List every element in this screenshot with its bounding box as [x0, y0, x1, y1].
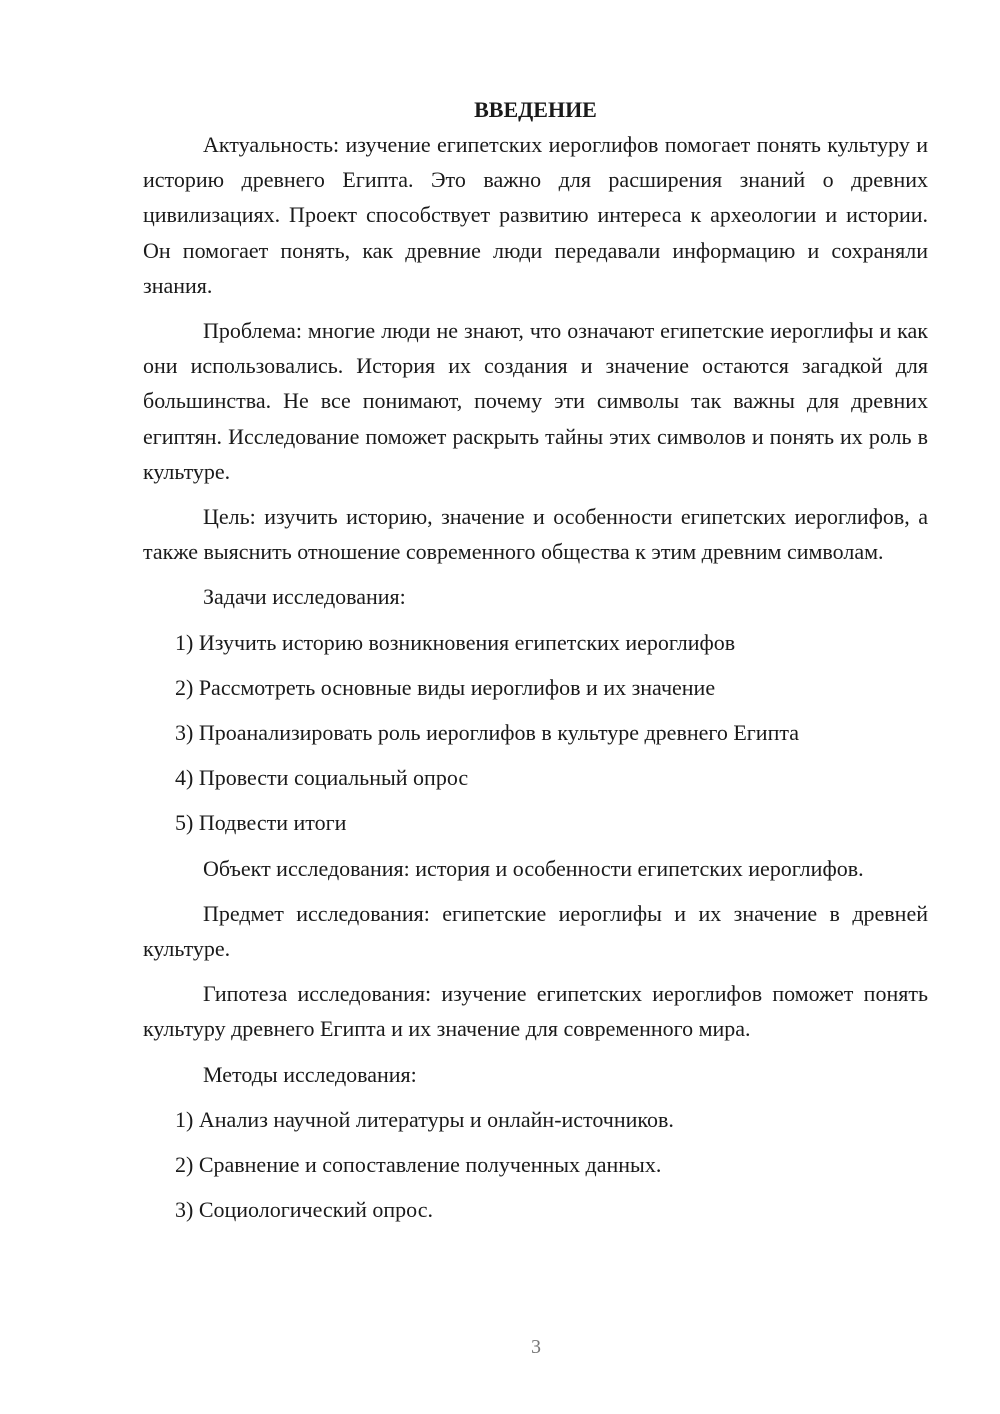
- list-item: 2) Рассмотреть основные виды иероглифов и их значение: [175, 674, 716, 700]
- subject-paragraph: Предмет исследования: египетские иероглифы и их значение в древней культуре.: [143, 900, 928, 962]
- problem-paragraph: Проблема: многие люди не знают, что означают египетские иероглифы и как они использовались. История их создания и значение остаются загадкой для большинства. Не все понимают, почему эти символы так важны для древних египтян. Исследование поможет раскрыть тайны этих символов и понять их роль в культуре.: [143, 318, 928, 484]
- list-item: 5) Подвести итоги: [175, 810, 347, 836]
- methods-heading: Методы исследования:: [203, 1061, 417, 1087]
- page-number: 3: [531, 1336, 541, 1358]
- tasks-list: [143, 625, 928, 841]
- list-item: 2) Сравнение и сопоставление полученных данных.: [175, 1152, 662, 1178]
- relevance-paragraph: Актуальность: изучение египетских иероглифов помогает понять культуру и историю древнего Египта. Это важно для расширения знаний о древних цивилизациях. Проект способствует развитию интереса к археологии и истории. Он помогает понять, как древние люди передавали информацию и сохраняли знания.: [143, 132, 928, 298]
- methods-list: [143, 1102, 928, 1228]
- tasks-heading: Задачи исследования:: [203, 584, 406, 610]
- list-item: 4) Провести социальный опрос: [175, 765, 469, 791]
- list-item: 3) Социологический опрос.: [175, 1197, 433, 1223]
- list-item: 1) Анализ научной литературы и онлайн-источников.: [175, 1106, 674, 1132]
- goal-paragraph: Цель: изучить историю, значение и особенности египетских иероглифов, а также выяснить отношение современного общества к этим древним символам.: [143, 504, 928, 565]
- list-item: 1) Изучить историю возникновения египетских иероглифов: [175, 629, 736, 655]
- page-title: ВВЕДЕНИЕ: [474, 97, 597, 122]
- list-item: 3) Проанализировать роль иероглифов в культуре древнего Египта: [175, 720, 800, 746]
- document-page: [143, 92, 928, 1227]
- object-paragraph: Объект исследования: история и особенности египетских иероглифов.: [203, 855, 864, 881]
- hypothesis-paragraph: Гипотеза исследования: изучение египетских иероглифов поможет понять культуру древнего Египта и их значение для современного мира.: [143, 981, 928, 1042]
